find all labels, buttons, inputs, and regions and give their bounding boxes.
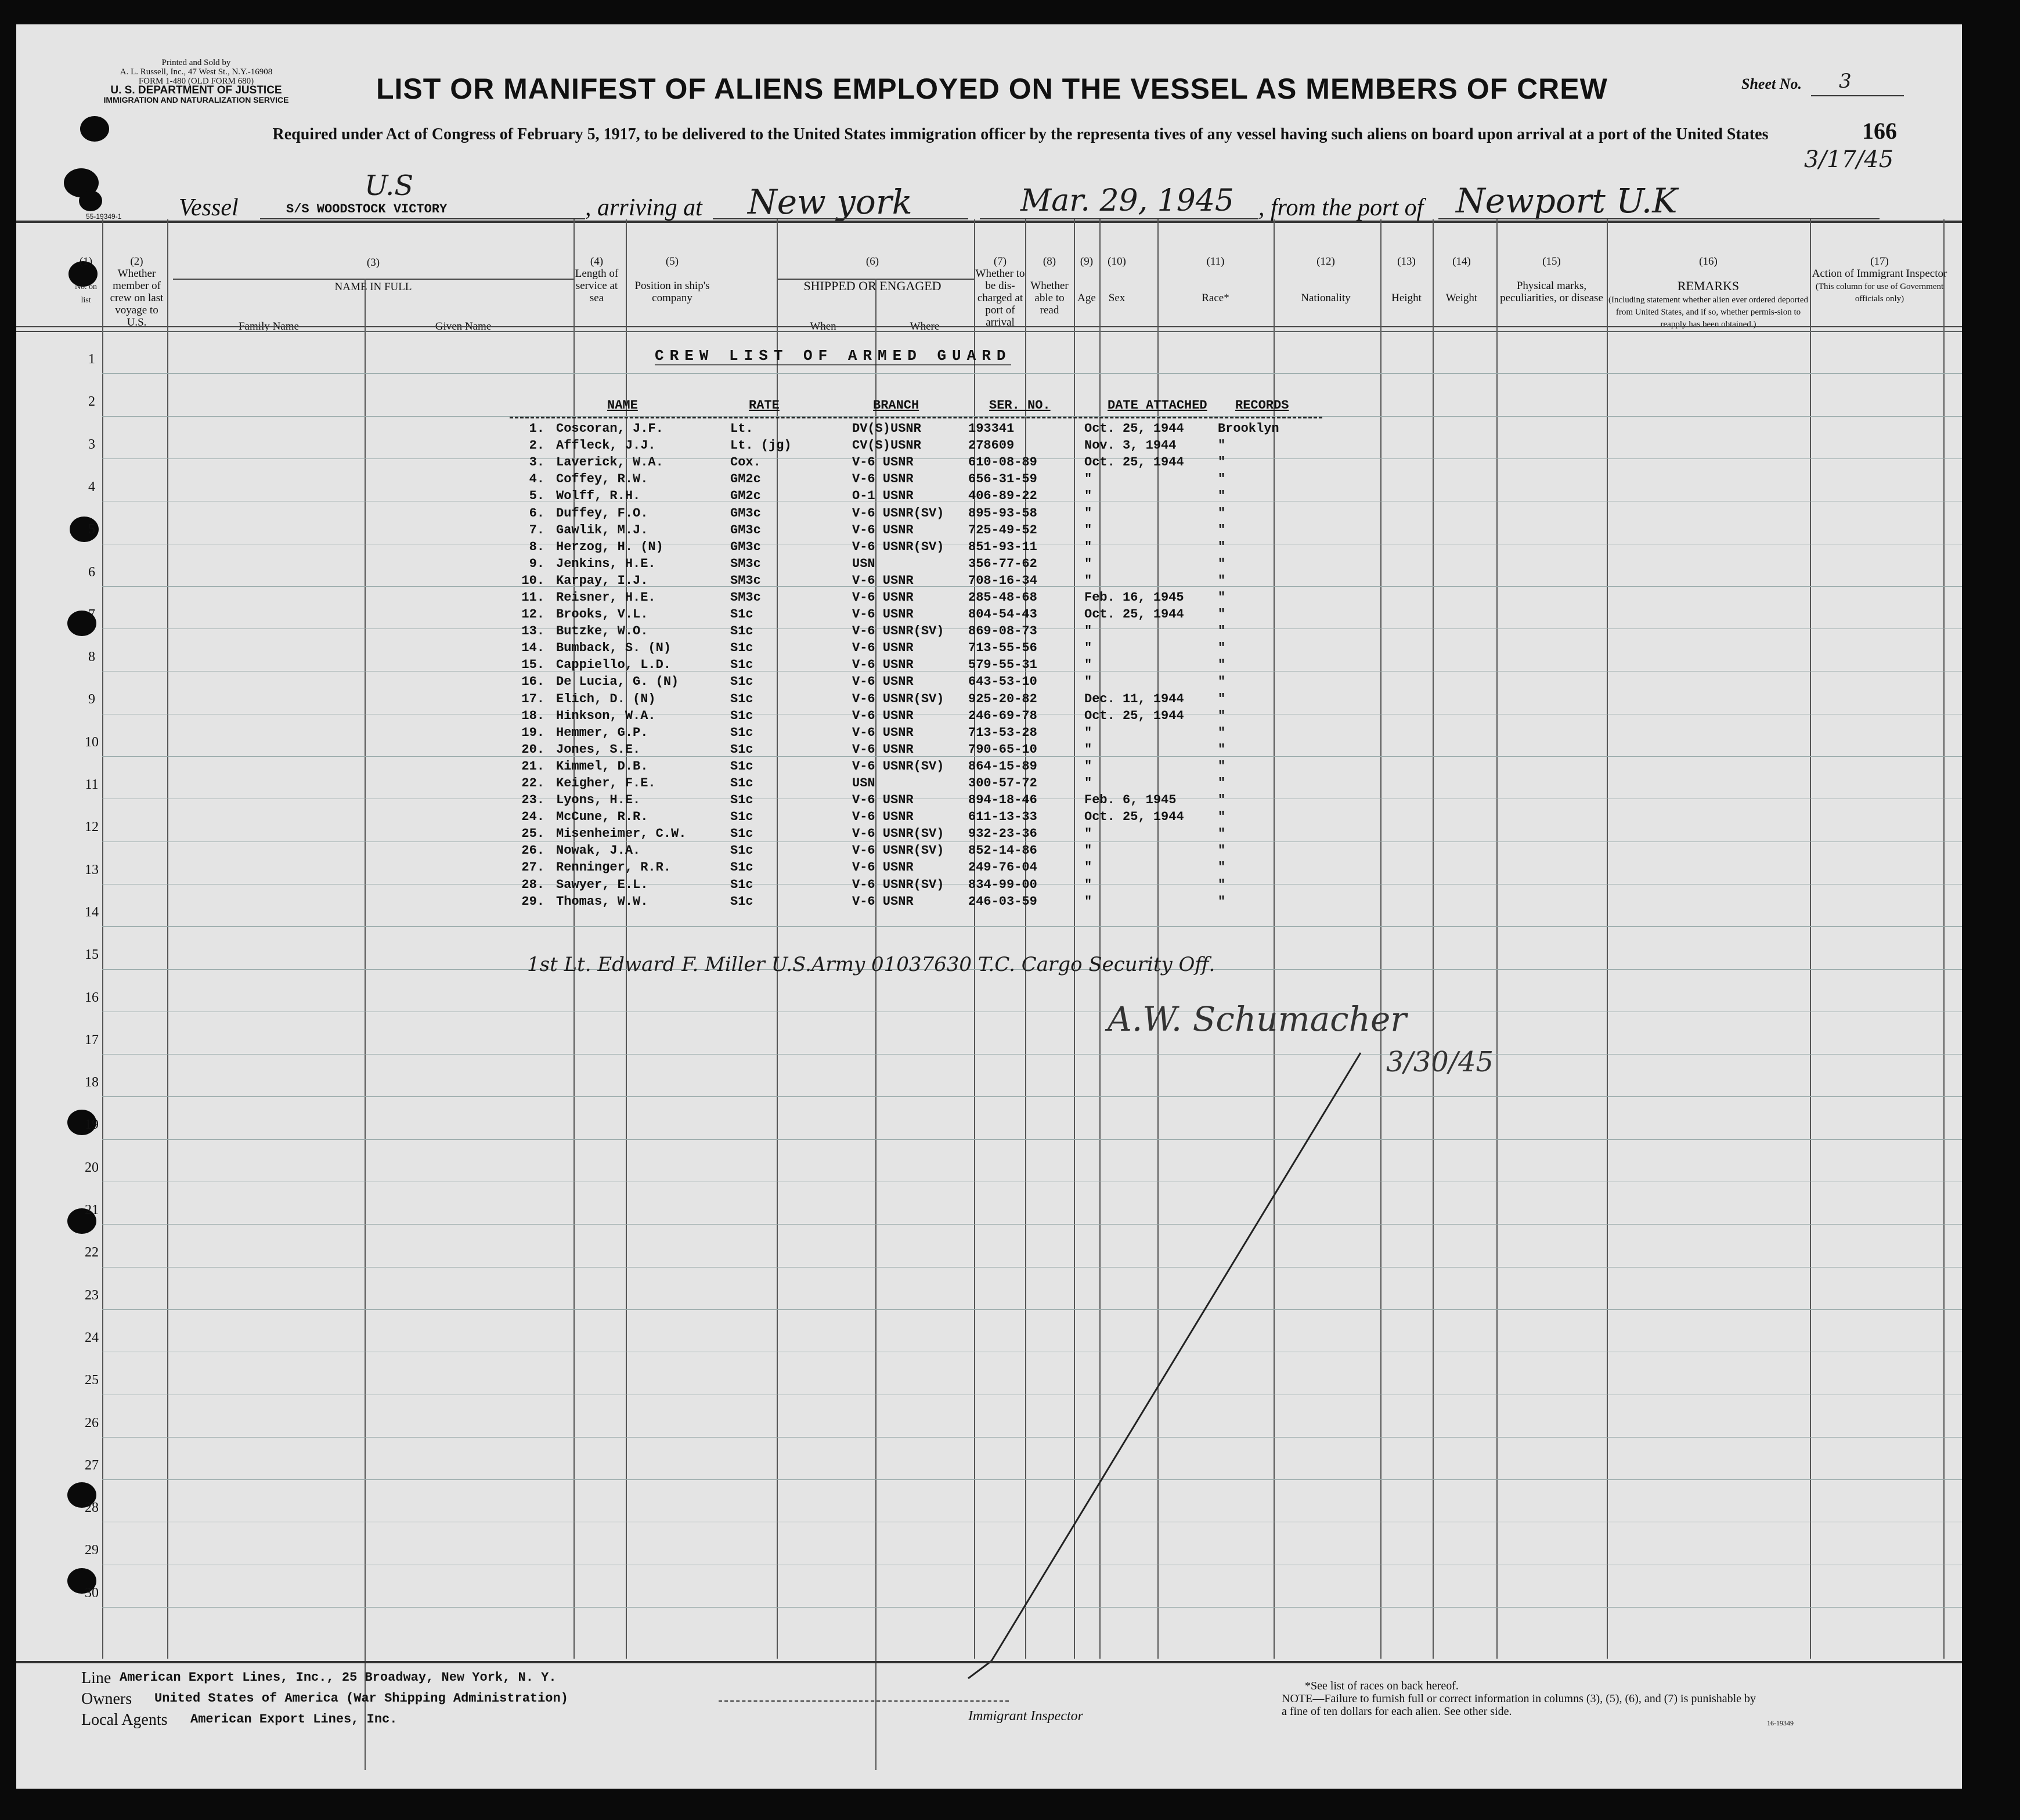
crew-ser-no: 713-53-28	[968, 725, 1037, 740]
row-number: 20	[85, 1160, 99, 1175]
crew-branch: V-6 USNR	[852, 894, 914, 909]
crew-no: 7.	[529, 522, 544, 537]
row-number: 17	[85, 1032, 99, 1048]
crew-ser-no: 656-31-59	[968, 472, 1037, 487]
crew-rate: S1c	[730, 776, 753, 791]
crew-date-attached: "	[1084, 826, 1092, 842]
crew-ser-no: 611-13-33	[968, 810, 1037, 825]
crew-no: 27.	[521, 860, 544, 875]
crew-no: 18.	[521, 708, 544, 723]
crew-ser-no: 356-77-62	[968, 556, 1037, 571]
inspector-date: 3/30/45	[1386, 1046, 1494, 1078]
crew-no: 9.	[529, 556, 544, 571]
row-number: 15	[85, 947, 99, 963]
crew-ser-no: 579-55-31	[968, 658, 1037, 673]
footer-form-no: 16-19349	[1767, 1719, 1794, 1727]
row-number: 18	[85, 1075, 99, 1090]
page-number: 166	[1862, 118, 1897, 144]
crew-no: 10.	[521, 573, 544, 588]
col-17-header: (17) Action of Immigrant Inspector (This column for use of Government officials only)	[1812, 255, 1947, 304]
col-1-header: (1) No. on list	[74, 255, 98, 305]
crew-ser-no: 713-55-56	[968, 641, 1037, 656]
crew-ser-no: 925-20-82	[968, 691, 1037, 706]
vessel-handwritten: U.S	[365, 169, 414, 202]
crew-ser-no: 246-69-78	[968, 708, 1037, 723]
crew-rate: S1c	[730, 624, 753, 639]
crew-records: "	[1218, 522, 1226, 537]
crew-rate: S1c	[730, 708, 753, 723]
crew-name: Jones, S.E.	[556, 742, 641, 757]
col-11-header: (11) Race*	[1202, 255, 1229, 304]
agents-label: Local Agents	[81, 1711, 168, 1729]
crew-records: "	[1218, 489, 1226, 504]
crew-ser-no: 193341	[968, 421, 1015, 436]
crew-date-attached: "	[1084, 658, 1092, 673]
crew-date-attached: "	[1084, 641, 1092, 656]
col-3-header: (3) NAME IN FULL	[334, 257, 412, 293]
sheet-label: Sheet No.	[1741, 75, 1802, 92]
owners-label: Owners	[81, 1690, 132, 1708]
crew-name: Hemmer, G.P.	[556, 725, 648, 740]
crew-name: De Lucia, G. (N)	[556, 674, 679, 689]
crew-branch: V-6 USNR	[852, 658, 914, 673]
crew-name: Jenkins, H.E.	[556, 556, 656, 571]
line-label: Line	[81, 1669, 111, 1687]
from-label: , from the port of	[1258, 194, 1424, 221]
crew-date-attached: "	[1084, 877, 1092, 892]
crew-no: 15.	[521, 658, 544, 673]
crew-branch: V-6 USNR(SV)	[852, 826, 944, 842]
crew-no: 14.	[521, 641, 544, 656]
crew-date-attached: "	[1084, 556, 1092, 571]
given-name-header: Given Name	[435, 320, 492, 333]
footer-note	[1282, 1680, 1758, 1718]
crew-date-attached: "	[1084, 759, 1092, 774]
crew-branch: V-6 USNR	[852, 742, 914, 757]
row-number: 8	[88, 649, 95, 665]
crew-no: 25.	[521, 826, 544, 842]
crew-date-attached: Feb. 16, 1945	[1084, 590, 1184, 605]
crew-rate: S1c	[730, 725, 753, 740]
crew-records: "	[1218, 691, 1226, 706]
inspector-signature: A.W. Schumacher	[1108, 999, 1407, 1039]
crew-date-attached: "	[1084, 742, 1092, 757]
crew-no: 29.	[521, 894, 544, 909]
row-number: 22	[85, 1245, 99, 1261]
crew-date-attached: Feb. 6, 1945	[1084, 793, 1177, 808]
crew-rate: S1c	[730, 793, 753, 808]
crew-branch: USN	[852, 556, 875, 571]
col-13-header: (13) Height	[1391, 255, 1422, 304]
crew-no: 28.	[521, 877, 544, 892]
crew-no: 22.	[521, 776, 544, 791]
hdr-name: NAME	[607, 398, 638, 413]
fine-note: NOTE—Failure to furnish full or correct information in columns (3), (5), (6), and (7) is punishable by a fine of ten dollars for each alien. See other side.	[1282, 1692, 1756, 1718]
crew-date-attached: "	[1084, 489, 1092, 504]
crew-no: 1.	[529, 421, 544, 436]
row-number: 16	[85, 990, 99, 1005]
crew-date-attached: "	[1084, 522, 1092, 537]
crew-records: "	[1218, 438, 1226, 453]
crew-name: Bumback, S. (N)	[556, 641, 672, 656]
col-15-header: (15) Physical marks, peculiarities, or disease	[1500, 255, 1603, 304]
crew-ser-no: 249-76-04	[968, 860, 1037, 875]
row-number: 29	[85, 1543, 99, 1558]
crew-records: "	[1218, 810, 1226, 825]
crew-date-attached: "	[1084, 725, 1092, 740]
crew-branch: V-6 USNR(SV)	[852, 624, 944, 639]
crew-no: 12.	[521, 607, 544, 622]
crew-records: "	[1218, 877, 1226, 892]
crew-name: Cappiello, L.D.	[556, 658, 672, 673]
crew-records: Brooklyn	[1218, 421, 1279, 436]
crew-no: 21.	[521, 759, 544, 774]
hdr-records: RECORDS	[1235, 398, 1289, 413]
row-number: 19	[85, 1117, 99, 1133]
crew-rate: S1c	[730, 826, 753, 842]
row-number: 28	[85, 1500, 99, 1516]
crew-no: 26.	[521, 843, 544, 858]
crew-branch: V-6 USNR	[852, 810, 914, 825]
crew-records: "	[1218, 793, 1226, 808]
hdr-branch: BRANCH	[873, 398, 919, 413]
crew-name: McCune, R.R.	[556, 810, 648, 825]
crew-branch: CV(S)USNR	[852, 438, 921, 453]
crew-branch: DV(S)USNR	[852, 421, 921, 436]
crew-ser-no: 834-99-00	[968, 877, 1037, 892]
row-number: 24	[85, 1330, 99, 1345]
arrival-date: Mar. 29, 1945	[1020, 183, 1235, 218]
crew-date-attached: "	[1084, 843, 1092, 858]
row-number: 2	[88, 394, 95, 410]
crew-name: Thomas, W.W.	[556, 894, 648, 909]
service: IMMIGRATION AND NATURALIZATION SERVICE	[103, 95, 289, 104]
crew-records: "	[1218, 776, 1226, 791]
crew-ser-no: 246-03-59	[968, 894, 1037, 909]
family-name-header: Family Name	[239, 320, 299, 333]
crew-name: Reisner, H.E.	[556, 590, 656, 605]
crew-no: 19.	[521, 725, 544, 740]
crew-rate: S1c	[730, 607, 753, 622]
manifest-sheet	[16, 24, 1962, 1789]
hdr-rate: RATE	[749, 398, 780, 413]
crew-date-attached: "	[1084, 894, 1092, 909]
crew-branch: V-6 USNR	[852, 641, 914, 656]
crew-records: "	[1218, 826, 1226, 842]
crew-rate: S1c	[730, 742, 753, 757]
pen-stroke	[16, 24, 1962, 1789]
crew-records: "	[1218, 708, 1226, 723]
crew-name: Gawlik, M.J.	[556, 522, 648, 537]
crew-date-attached: Dec. 11, 1944	[1084, 691, 1184, 706]
crew-records: "	[1218, 674, 1226, 689]
crew-date-attached: "	[1084, 573, 1092, 588]
row-number: 21	[85, 1202, 99, 1218]
col-5-header: (5) Position in ship's company	[634, 255, 710, 304]
crew-name: Duffey, F.O.	[556, 505, 648, 521]
crew-name: Karpay, I.J.	[556, 573, 648, 588]
crew-branch: V-6 USNR	[852, 860, 914, 875]
crew-date-attached: "	[1084, 505, 1092, 521]
crew-date-attached: "	[1084, 624, 1092, 639]
crew-name: Keigher, F.E.	[556, 776, 656, 791]
crew-date-attached: "	[1084, 674, 1092, 689]
date-note: 3/17/45	[1804, 146, 1894, 173]
crew-rate: S1c	[730, 759, 753, 774]
crew-no: 2.	[529, 438, 544, 453]
row-number: 6	[88, 564, 95, 580]
crew-no: 20.	[521, 742, 544, 757]
crew-rate: S1c	[730, 658, 753, 673]
crew-rate: GM3c	[730, 539, 761, 554]
row-number: 11	[85, 777, 99, 792]
crew-name: Laverick, W.A.	[556, 455, 663, 470]
crew-rate: SM3c	[730, 556, 761, 571]
crew-date-attached: Oct. 25, 1944	[1084, 810, 1184, 825]
crew-records: "	[1218, 539, 1226, 554]
hdr-date-attached: DATE ATTACHED	[1108, 398, 1207, 413]
crew-rate: S1c	[730, 894, 753, 909]
vessel-label: Vessel	[179, 194, 239, 221]
crew-ser-no: 932-23-36	[968, 826, 1037, 842]
crew-ser-no: 864-15-89	[968, 759, 1037, 774]
crew-branch: V-6 USNR(SV)	[852, 843, 944, 858]
hdr-ser-no: SER. NO.	[989, 398, 1051, 413]
crew-no: 3.	[529, 455, 544, 470]
crew-branch: V-6 USNR	[852, 590, 914, 605]
crew-records: "	[1218, 742, 1226, 757]
crew-no: 4.	[529, 472, 544, 487]
crew-rate: GM2c	[730, 489, 761, 504]
crew-name: Wolff, R.H.	[556, 489, 641, 504]
crew-name: Elich, D. (N)	[556, 691, 656, 706]
crew-ser-no: 852-14-86	[968, 843, 1037, 858]
crew-branch: V-6 USNR	[852, 725, 914, 740]
races-note: *See list of races on back hereof.	[1305, 1680, 1459, 1692]
arriving-label: , arriving at	[585, 194, 702, 221]
col-6-header: (6) SHIPPED OR ENGAGED	[803, 255, 942, 293]
crew-rate: S1c	[730, 810, 753, 825]
crew-date-attached: Oct. 25, 1944	[1084, 455, 1184, 470]
crew-no: 17.	[521, 691, 544, 706]
crew-ser-no: 804-54-43	[968, 607, 1037, 622]
crew-ser-no: 790-65-10	[968, 742, 1037, 757]
crew-name: Coffey, R.W.	[556, 472, 648, 487]
crew-name: Herzog, H. (N)	[556, 539, 663, 554]
col-12-header: (12) Nationality	[1301, 255, 1351, 304]
printer-line: Printed and Sold by	[161, 58, 231, 67]
crew-branch: V-6 USNR	[852, 522, 914, 537]
printer-line: FORM 1-480 (OLD FORM 680)	[138, 77, 254, 86]
crew-branch: V-6 USNR	[852, 793, 914, 808]
crew-no: 23.	[521, 793, 544, 808]
row-number: 30	[85, 1585, 99, 1601]
row-number: 13	[85, 862, 99, 878]
crew-branch: V-6 USNR(SV)	[852, 691, 944, 706]
crew-ser-no: 851-93-11	[968, 539, 1037, 554]
crew-date-attached: "	[1084, 539, 1092, 554]
row-number: 14	[85, 904, 99, 920]
crew-rate: S1c	[730, 674, 753, 689]
crew-ser-no: 643-53-10	[968, 674, 1037, 689]
crew-branch: V-6 USNR	[852, 472, 914, 487]
col-9-header: (9) Age	[1077, 255, 1096, 304]
crew-branch: USN	[852, 776, 875, 791]
crew-records: "	[1218, 860, 1226, 875]
crew-rate: S1c	[730, 843, 753, 858]
crew-branch: V-6 USNR(SV)	[852, 505, 944, 521]
crew-date-attached: Oct. 25, 1944	[1084, 607, 1184, 622]
crew-name: Brooks, V.L.	[556, 607, 648, 622]
crew-ser-no: 869-08-73	[968, 624, 1037, 639]
crew-records: "	[1218, 455, 1226, 470]
crew-branch: V-6 USNR(SV)	[852, 539, 944, 554]
crew-no: 8.	[529, 539, 544, 554]
col-2-header: (2) Whether member of crew on last voyage to U.S.	[110, 255, 164, 328]
arriving-value: New york	[748, 182, 912, 222]
crew-rate: GM3c	[730, 505, 761, 521]
crew-branch: O-1 USNR	[852, 489, 914, 504]
crew-ser-no: 278609	[968, 438, 1015, 453]
crew-name: Nowak, J.A.	[556, 843, 641, 858]
crew-branch: V-6 USNR(SV)	[852, 877, 944, 892]
officer-note: 1st Lt. Edward F. Miller U.S.Army 01037630 T.C. Cargo Security Off.	[527, 953, 1215, 976]
crew-rate: GM3c	[730, 522, 761, 537]
crew-branch: V-6 USNR	[852, 674, 914, 689]
crew-rate: S1c	[730, 691, 753, 706]
crew-rate: S1c	[730, 860, 753, 875]
crew-date-attached: "	[1084, 860, 1092, 875]
row-number: 9	[88, 692, 95, 707]
crew-name: Hinkson, W.A.	[556, 708, 656, 723]
crew-records: "	[1218, 641, 1226, 656]
crew-rate: Cox.	[730, 455, 761, 470]
crew-name: Kimmel, D.B.	[556, 759, 648, 774]
crew-no: 16.	[521, 674, 544, 689]
col-4-header: (4) Length of service at sea	[575, 255, 619, 304]
row-number: 10	[85, 734, 99, 750]
printer-line: A. L. Russell, Inc., 47 West St., N.Y.-16908	[120, 67, 273, 77]
page-title: LIST OR MANIFEST OF ALIENS EMPLOYED ON THE VESSEL AS MEMBERS OF CREW	[376, 73, 1608, 105]
col-10-header: (10) Sex	[1108, 255, 1126, 304]
col-16-header: (16) REMARKS (Including statement whether alien ever ordered deported from United States, and if so, whether permis-sion to reapply has been obtained.)	[1608, 255, 1809, 329]
crew-records: "	[1218, 725, 1226, 740]
row-number: 4	[88, 479, 95, 494]
crew-records: "	[1218, 607, 1226, 622]
col-14-header: (14) Weight	[1445, 255, 1478, 304]
crew-rate: SM3c	[730, 590, 761, 605]
crew-branch: V-6 USNR	[852, 708, 914, 723]
crew-records: "	[1218, 590, 1226, 605]
row-number: 3	[88, 436, 95, 452]
crew-records: "	[1218, 843, 1226, 858]
required-text: Required under Act of Congress of February 5, 1917, to be delivered to the United States immigration officer by the representa tives of any vessel having such aliens on board upon arrival at a port of the United States	[272, 125, 1769, 143]
crew-date-attached: "	[1084, 472, 1092, 487]
crew-name: Sawyer, E.L.	[556, 877, 648, 892]
crew-ser-no: 406-89-22	[968, 489, 1037, 504]
line-value: American Export Lines, Inc., 25 Broadway, New York, N. Y.	[120, 1670, 557, 1685]
crew-no: 13.	[521, 624, 544, 639]
crew-records: "	[1218, 759, 1226, 774]
sheet-number: 3	[1839, 70, 1852, 93]
from-port: Newport U.K	[1456, 181, 1678, 221]
col-7-header: (7) Whether to be dis-charged at port of arrival	[975, 255, 1025, 328]
row-number: 27	[85, 1457, 99, 1473]
crew-ser-no: 610-08-89	[968, 455, 1037, 470]
crew-date-attached: Nov. 3, 1944	[1084, 438, 1177, 453]
crew-branch: V-6 USNR	[852, 455, 914, 470]
row-number: 1	[88, 352, 95, 367]
row-number: 25	[85, 1373, 99, 1388]
crew-name: Lyons, H.E.	[556, 793, 641, 808]
row-number: 12	[85, 819, 99, 835]
crew-date-attached: Oct. 25, 1944	[1084, 708, 1184, 723]
crew-name: Misenheimer, C.W.	[556, 826, 687, 842]
crew-ser-no: 894-18-46	[968, 793, 1037, 808]
crew-no: 11.	[521, 590, 544, 605]
crew-records: "	[1218, 894, 1226, 909]
inspector-label: Immigrant Inspector	[968, 1709, 1083, 1724]
crew-branch: V-6 USNR	[852, 573, 914, 588]
crew-rate: Lt. (jg)	[730, 438, 792, 453]
crew-name: Coscoran, J.F.	[556, 421, 663, 436]
row-number: 5	[88, 522, 95, 537]
crew-ser-no: 285-48-68	[968, 590, 1037, 605]
agents-value: American Export Lines, Inc.	[190, 1712, 398, 1727]
crew-rate: Lt.	[730, 421, 753, 436]
crew-records: "	[1218, 556, 1226, 571]
crew-records: "	[1218, 505, 1226, 521]
vessel-name: S/S WOODSTOCK VICTORY	[286, 202, 448, 216]
crew-records: "	[1218, 573, 1226, 588]
row-number: 7	[88, 606, 95, 622]
crew-name: Affleck, J.J.	[556, 438, 656, 453]
crew-name: Butzke, W.O.	[556, 624, 648, 639]
crew-list-title: CREW LIST OF ARMED GUARD	[655, 347, 1011, 366]
crew-ser-no: 895-93-58	[968, 505, 1037, 521]
department: U. S. DEPARTMENT OF JUSTICE	[110, 84, 282, 96]
crew-no: 5.	[529, 489, 544, 504]
row-number: 23	[85, 1287, 99, 1303]
crew-rate: S1c	[730, 877, 753, 892]
crew-ser-no: 708-16-34	[968, 573, 1037, 588]
crew-records: "	[1218, 658, 1226, 673]
crew-ser-no: 725-49-52	[968, 522, 1037, 537]
crew-ser-no: 300-57-72	[968, 776, 1037, 791]
crew-no: 24.	[521, 810, 544, 825]
crew-name: Renninger, R.R.	[556, 860, 672, 875]
crew-branch: V-6 USNR	[852, 607, 914, 622]
crew-rate: S1c	[730, 641, 753, 656]
when-header: When	[810, 320, 836, 333]
crew-date-attached: "	[1084, 776, 1092, 791]
crew-no: 6.	[529, 505, 544, 521]
crew-rate: SM3c	[730, 573, 761, 588]
crew-records: "	[1218, 624, 1226, 639]
where-header: Where	[910, 320, 940, 333]
owners-value: United States of America (War Shipping Administration)	[154, 1691, 568, 1706]
crew-date-attached: Oct. 25, 1944	[1084, 421, 1184, 436]
crew-branch: V-6 USNR(SV)	[852, 759, 944, 774]
form-code: 55-19349-1	[86, 212, 122, 221]
col-8-header: (8) Whether able to read	[1030, 255, 1069, 316]
crew-rate: GM2c	[730, 472, 761, 487]
row-number: 26	[85, 1415, 99, 1431]
crew-records: "	[1218, 472, 1226, 487]
